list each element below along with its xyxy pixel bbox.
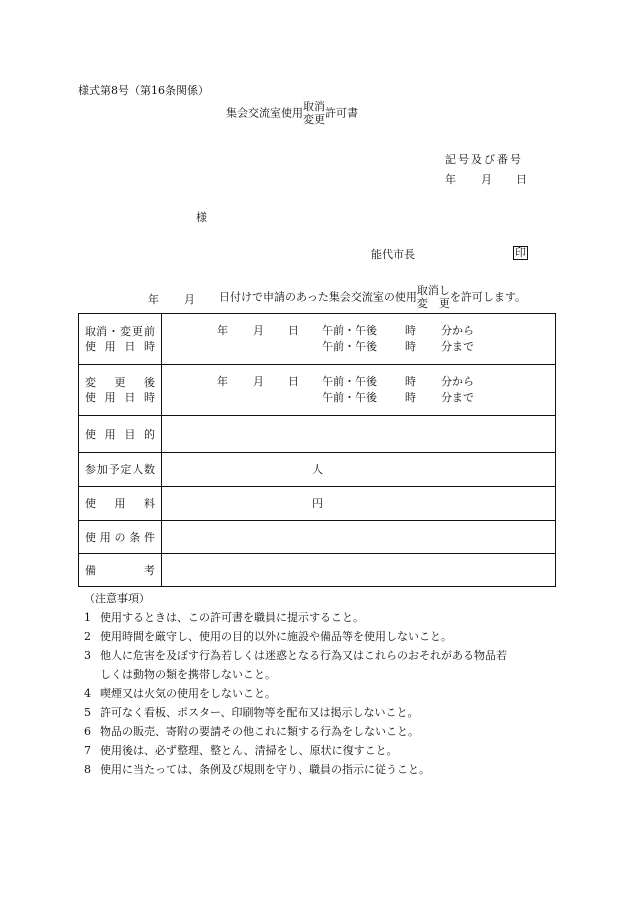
value-before-datetime: 年 月 日 午前・午後 時 分から 午前・午後 時 分まで <box>162 314 556 365</box>
label-before-line1: 取消 ・ 変 更 前 <box>85 325 155 338</box>
header-date-year: 年 <box>445 173 456 186</box>
notes-heading: （注意事項） <box>84 592 150 605</box>
label-after-line2: 使 用 日 時 <box>85 391 155 404</box>
value-fee[interactable] <box>162 487 556 521</box>
intro-sentence <box>219 285 526 310</box>
form-number: 様式第8号（第16条関係） <box>78 84 209 97</box>
note-item: 5 許可なく看板、ポスター、印刷物等を配布又は掲示しないこと。 <box>84 706 419 719</box>
label-after-line1: 変 更 後 <box>85 376 155 389</box>
label-before-line2: 使 用 日 時 <box>85 340 155 353</box>
note-item: 3 他人に危害を及ぼす行為若しくは迷惑となる行為又はこれらのおそれがある物品若 <box>84 649 507 662</box>
label-conditions: 使 用 の 条 件 <box>79 521 162 554</box>
note-item: 6 物品の販売、寄附の要請その他これに類する行為をしないこと。 <box>84 725 419 738</box>
note-item: 2 使用時間を厳守し、使用の目的以外に施設や備品等を使用しないこと。 <box>84 630 452 643</box>
row-fee <box>79 487 556 521</box>
label-purpose: 使 用 目 的 <box>79 416 162 453</box>
label-before-datetime <box>79 314 162 365</box>
value-remarks[interactable] <box>162 554 556 587</box>
row-remarks <box>79 554 556 587</box>
title-option-cancel: 取消 <box>303 100 325 113</box>
permit-table <box>78 313 556 587</box>
row-purpose <box>79 416 556 453</box>
value-conditions[interactable] <box>162 521 556 554</box>
addressee-suffix: 様 <box>196 211 207 224</box>
note-item: 7 使用後は、必ず整理、整とん、清掃をし、原状に復すこと。 <box>84 744 398 757</box>
label-fee: 使 用 料 <box>79 487 162 521</box>
row-attendees <box>79 453 556 487</box>
intro-month: 月 <box>184 293 195 306</box>
title-option-change: 変更 <box>303 112 325 126</box>
intro-suffix: を許可します。 <box>449 290 527 304</box>
label-attendees: 参 加 予 定 人 数 <box>79 453 162 487</box>
row-conditions <box>79 521 556 554</box>
note-item: 1 使用するときは、この許可書を職員に提示すること。 <box>84 611 364 624</box>
value-attendees[interactable] <box>162 453 556 487</box>
title-prefix: 集会交流室使用 <box>226 106 303 120</box>
note-item: 4 喫煙又は火気の使用をしないこと。 <box>84 687 276 700</box>
header-date-day: 日 <box>516 173 527 186</box>
intro-year: 年 <box>148 293 159 306</box>
fee-unit: 円 <box>312 497 323 510</box>
header-date-month: 月 <box>481 173 492 186</box>
intro-option-change: 変 更 <box>416 296 450 310</box>
attendees-unit: 人 <box>312 463 323 476</box>
label-after-datetime <box>79 365 162 416</box>
intro-option-cancel: 取消し <box>416 284 450 297</box>
title-suffix: 許可書 <box>325 106 358 120</box>
note-item: 8 使用に当たっては、条例及び規則を守り、職員の指示に従うこと。 <box>84 763 430 776</box>
record-number-label: 記号及び番号 <box>445 153 523 166</box>
notes-section <box>84 589 564 779</box>
intro-options <box>417 285 450 310</box>
row-before-datetime <box>79 314 556 365</box>
value-purpose[interactable] <box>162 416 556 453</box>
value-after-datetime: 年 月 日 午前・午後 時 分から 午前・午後 時 分まで <box>162 365 556 416</box>
issuer-name: 能代市長 <box>371 248 415 261</box>
title-options <box>303 101 325 126</box>
label-remarks: 備 考 <box>79 554 162 587</box>
seal-mark: 印 <box>515 246 526 259</box>
row-after-datetime <box>79 365 556 416</box>
document-title <box>226 101 358 126</box>
intro-text: 日付けで申請のあった集会交流室の使用 <box>219 290 417 304</box>
note-item-continuation: しくは動物の類を携帯しないこと。 <box>100 668 276 681</box>
